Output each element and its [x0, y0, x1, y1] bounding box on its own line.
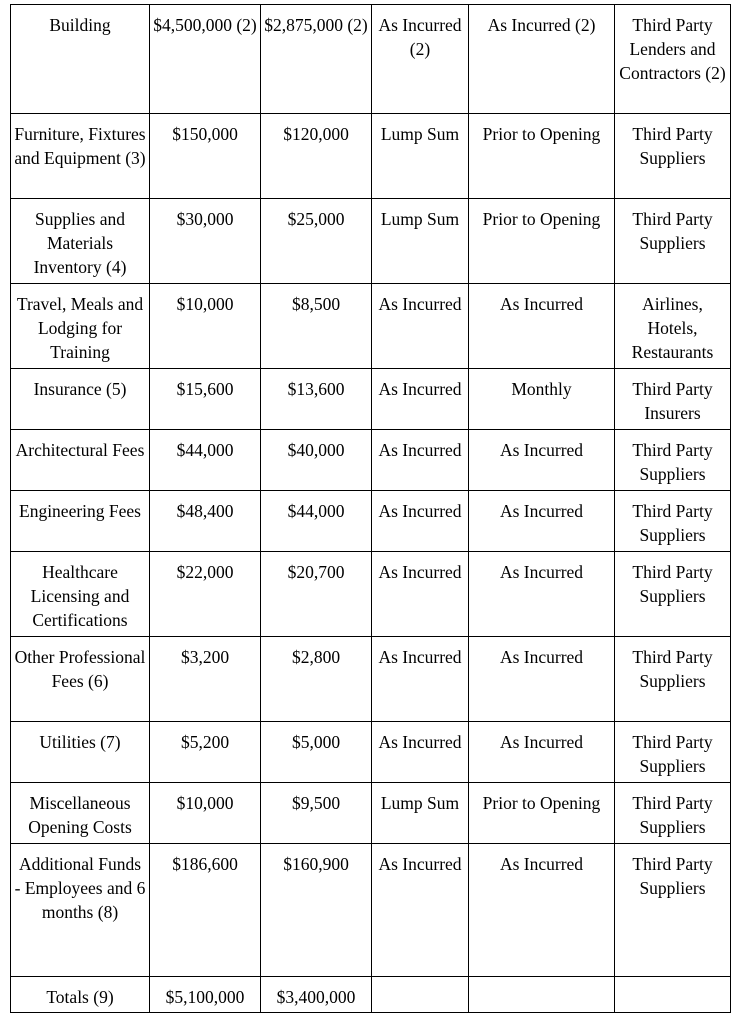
category-cell: [11, 637, 150, 722]
low-amount-cell: [150, 491, 261, 552]
low-amount-text: $10,000: [176, 294, 234, 314]
to-whom-paid-text: Third Party Suppliers: [632, 124, 713, 168]
method-of-payment-text: As Incurred: [378, 562, 462, 582]
to-whom-paid-cell: [615, 430, 731, 491]
table-row: [11, 284, 731, 369]
category-text: Miscellaneous Opening Costs: [28, 793, 132, 837]
low-amount-cell: [150, 552, 261, 637]
method-of-payment-cell: [372, 844, 469, 977]
when-due-text: As Incurred: [499, 562, 584, 582]
low-amount-text: $44,000: [176, 440, 234, 460]
totals-low-amount: $5,100,000: [165, 987, 245, 1007]
method-of-payment-cell: [372, 284, 469, 369]
high-amount-cell: [261, 637, 372, 722]
when-due-cell: [469, 637, 615, 722]
method-of-payment-text: As Incurred: [378, 647, 462, 667]
to-whom-paid-cell: [615, 783, 731, 844]
method-of-payment-cell: [372, 114, 469, 199]
totals-low-cell: [150, 977, 261, 1013]
low-amount-text: $3,200: [180, 647, 230, 667]
high-amount-text: $9,500: [291, 793, 341, 813]
when-due-cell: [469, 552, 615, 637]
low-amount-text: $10,000: [176, 793, 234, 813]
to-whom-paid-cell: [615, 637, 731, 722]
totals-high-cell: [261, 977, 372, 1013]
totals-method-cell: [372, 977, 469, 1013]
to-whom-paid-cell: [615, 722, 731, 783]
when-due-cell: [469, 369, 615, 430]
table-row: [11, 722, 731, 783]
table-row: [11, 491, 731, 552]
category-cell: [11, 552, 150, 637]
high-amount-cell: [261, 430, 372, 491]
to-whom-paid-text: Third Party Suppliers: [632, 562, 713, 606]
table-row: [11, 430, 731, 491]
when-due-cell: [469, 284, 615, 369]
category-cell: [11, 491, 150, 552]
high-amount-text: $5,000: [291, 732, 341, 752]
high-amount-text: $13,600: [287, 379, 345, 399]
high-amount-cell: [261, 552, 372, 637]
category-text: Furniture, Fixtures and Equipment (3): [14, 124, 146, 168]
category-cell: [11, 114, 150, 199]
when-due-cell: [469, 199, 615, 284]
to-whom-paid-text: Third Party Suppliers: [632, 440, 713, 484]
category-text: Other Professional Fees (6): [14, 647, 146, 691]
when-due-text: As Incurred: [499, 732, 584, 752]
to-whom-paid-text: Airlines, Hotels, Restaurants: [631, 294, 714, 362]
to-whom-paid-text: Third Party Suppliers: [632, 854, 713, 898]
method-of-payment-cell: [372, 369, 469, 430]
when-due-text: As Incurred: [499, 647, 584, 667]
totals-row: [11, 977, 731, 1013]
category-cell: [11, 369, 150, 430]
category-text: Additional Funds - Employees and 6 months (8): [14, 854, 146, 922]
when-due-cell: [469, 114, 615, 199]
low-amount-text: $5,200: [180, 732, 230, 752]
low-amount-cell: [150, 114, 261, 199]
high-amount-text: $40,000: [287, 440, 345, 460]
high-amount-text: $160,900: [283, 854, 349, 874]
low-amount-text: $30,000: [176, 209, 234, 229]
method-of-payment-cell: [372, 722, 469, 783]
high-amount-cell: [261, 114, 372, 199]
low-amount-cell: [150, 199, 261, 284]
category-text: Building: [49, 15, 111, 35]
method-of-payment-cell: [372, 199, 469, 284]
low-amount-text: $150,000: [172, 124, 238, 144]
when-due-cell: [469, 430, 615, 491]
to-whom-paid-cell: [615, 552, 731, 637]
category-text: Engineering Fees: [19, 501, 141, 521]
table-body: [11, 5, 731, 1013]
to-whom-paid-text: Third Party Lenders and Contractors (2): [619, 15, 726, 83]
low-amount-text: $4,500,000 (2): [153, 15, 257, 35]
low-amount-cell: [150, 369, 261, 430]
high-amount-text: $2,800: [291, 647, 341, 667]
high-amount-cell: [261, 284, 372, 369]
to-whom-paid-cell: [615, 369, 731, 430]
method-of-payment-text: As Incurred (2): [378, 15, 462, 59]
to-whom-paid-text: Third Party Suppliers: [632, 647, 713, 691]
method-of-payment-text: As Incurred: [378, 294, 462, 314]
category-text: Insurance (5): [33, 379, 127, 399]
totals-when-due-cell: [469, 977, 615, 1013]
high-amount-cell: [261, 844, 372, 977]
when-due-text: As Incurred: [499, 440, 584, 460]
when-due-cell: [469, 783, 615, 844]
to-whom-paid-text: Third Party Suppliers: [632, 793, 713, 837]
low-amount-text: $186,600: [172, 854, 238, 874]
low-amount-cell: [150, 844, 261, 977]
to-whom-paid-text: Third Party Suppliers: [632, 209, 713, 253]
when-due-cell: [469, 722, 615, 783]
high-amount-text: $44,000: [287, 501, 345, 521]
table-row: [11, 5, 731, 114]
totals-high-amount: $3,400,000: [276, 987, 356, 1007]
method-of-payment-text: Lump Sum: [380, 793, 460, 813]
method-of-payment-text: As Incurred: [378, 501, 462, 521]
category-cell: [11, 783, 150, 844]
to-whom-paid-cell: [615, 284, 731, 369]
category-text: Healthcare Licensing and Certifications: [30, 562, 130, 630]
table-row: [11, 844, 731, 977]
high-amount-text: $2,875,000 (2): [264, 15, 368, 35]
high-amount-cell: [261, 722, 372, 783]
to-whom-paid-cell: [615, 844, 731, 977]
category-cell: [11, 844, 150, 977]
table-row: [11, 199, 731, 284]
method-of-payment-cell: [372, 637, 469, 722]
when-due-cell: [469, 5, 615, 114]
when-due-cell: [469, 491, 615, 552]
method-of-payment-text: As Incurred: [378, 854, 462, 874]
method-of-payment-cell: [372, 491, 469, 552]
totals-label-cell: [11, 977, 150, 1013]
category-cell: [11, 199, 150, 284]
high-amount-text: $25,000: [287, 209, 345, 229]
category-cell: [11, 722, 150, 783]
totals-label: Totals (9): [46, 987, 114, 1007]
category-cell: [11, 5, 150, 114]
low-amount-cell: [150, 430, 261, 491]
when-due-text: Monthly: [511, 379, 572, 399]
method-of-payment-cell: [372, 5, 469, 114]
table-row: [11, 114, 731, 199]
high-amount-cell: [261, 783, 372, 844]
table-row: [11, 637, 731, 722]
method-of-payment-cell: [372, 552, 469, 637]
when-due-text: As Incurred: [499, 501, 584, 521]
when-due-text: As Incurred: [499, 854, 584, 874]
high-amount-cell: [261, 199, 372, 284]
totals-to-whom-cell: [615, 977, 731, 1013]
when-due-text: Prior to Opening: [482, 124, 601, 144]
low-amount-cell: [150, 722, 261, 783]
category-text: Travel, Meals and Lodging for Training: [16, 294, 144, 362]
high-amount-text: $120,000: [283, 124, 349, 144]
when-due-text: Prior to Opening: [482, 793, 601, 813]
to-whom-paid-cell: [615, 491, 731, 552]
when-due-text: As Incurred (2): [487, 15, 596, 35]
category-cell: [11, 430, 150, 491]
method-of-payment-cell: [372, 430, 469, 491]
high-amount-text: $20,700: [287, 562, 345, 582]
when-due-text: As Incurred: [499, 294, 584, 314]
category-text: Supplies and Materials Inventory (4): [33, 209, 127, 277]
high-amount-cell: [261, 5, 372, 114]
table-row: [11, 783, 731, 844]
to-whom-paid-cell: [615, 5, 731, 114]
method-of-payment-text: As Incurred: [378, 440, 462, 460]
when-due-cell: [469, 844, 615, 977]
category-text: Utilities (7): [39, 732, 121, 752]
to-whom-paid-text: Third Party Suppliers: [632, 501, 713, 545]
to-whom-paid-cell: [615, 199, 731, 284]
low-amount-cell: [150, 284, 261, 369]
investment-table: [10, 4, 731, 1013]
table-row: [11, 369, 731, 430]
category-text: Architectural Fees: [15, 440, 145, 460]
method-of-payment-text: Lump Sum: [380, 209, 460, 229]
method-of-payment-text: As Incurred: [378, 379, 462, 399]
category-cell: [11, 284, 150, 369]
to-whom-paid-text: Third Party Suppliers: [632, 732, 713, 776]
method-of-payment-text: Lump Sum: [380, 124, 460, 144]
to-whom-paid-cell: [615, 114, 731, 199]
method-of-payment-text: As Incurred: [378, 732, 462, 752]
low-amount-text: $48,400: [176, 501, 234, 521]
when-due-text: Prior to Opening: [482, 209, 601, 229]
high-amount-text: $8,500: [291, 294, 341, 314]
high-amount-cell: [261, 369, 372, 430]
to-whom-paid-text: Third Party Insurers: [632, 379, 713, 423]
low-amount-text: $15,600: [176, 379, 234, 399]
low-amount-cell: [150, 5, 261, 114]
table-row: [11, 552, 731, 637]
high-amount-cell: [261, 491, 372, 552]
method-of-payment-cell: [372, 783, 469, 844]
low-amount-text: $22,000: [176, 562, 234, 582]
low-amount-cell: [150, 637, 261, 722]
low-amount-cell: [150, 783, 261, 844]
